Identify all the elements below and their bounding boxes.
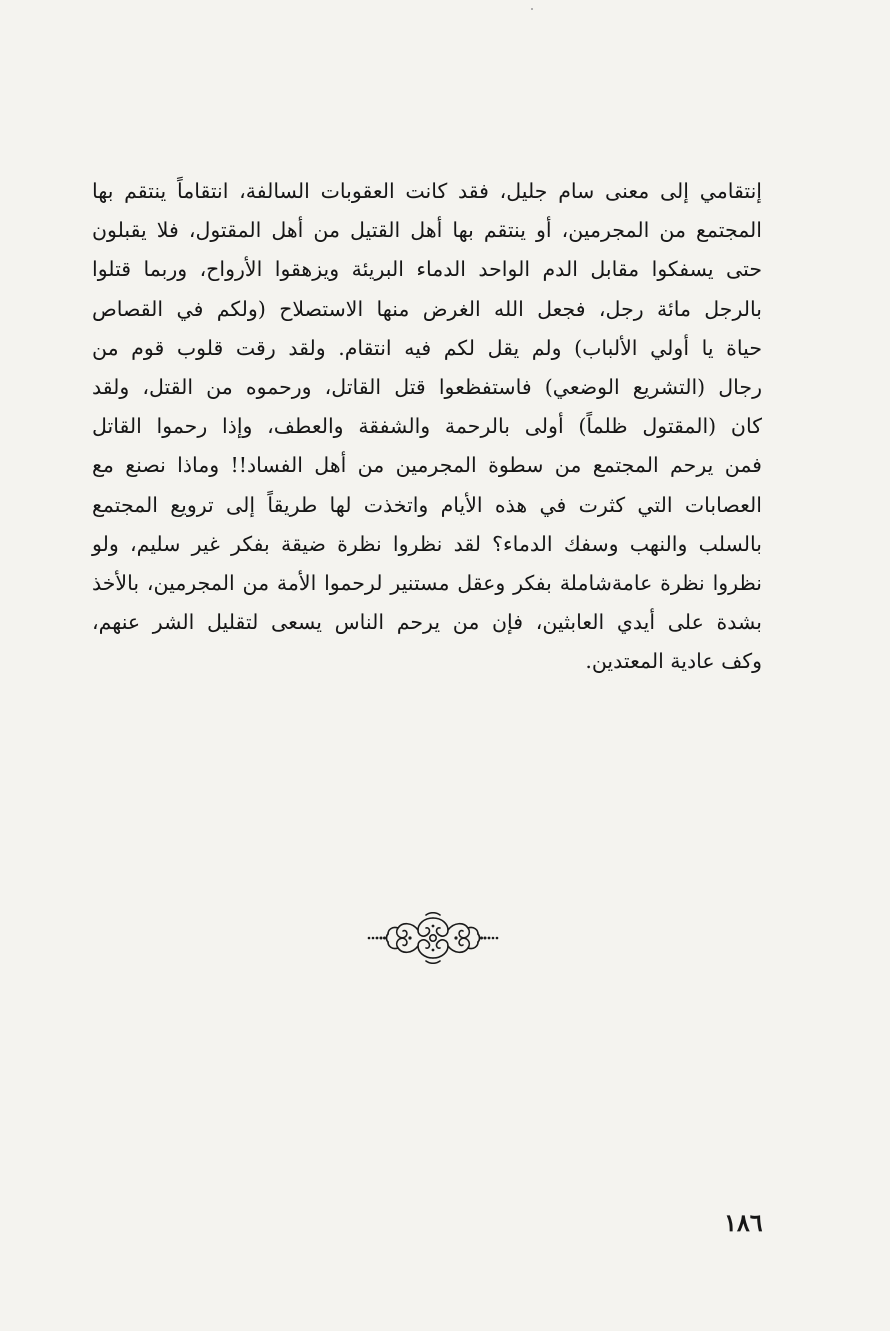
text-line: نظروا نظرة عامةشاملة بفكر وعقل مستنير لرحموا الأمة من المجرمين، بالأخذ bbox=[92, 570, 762, 595]
body-text bbox=[92, 172, 762, 681]
text-line: حتى يسفكوا مقابل الدم الواحد الدماء البريئة ويزهقوا الأرواح، وربما قتلوا bbox=[92, 257, 762, 282]
text-line: بالرجل مائة رجل، فجعل الله الغرض منها الاستصلاح (ولكم في القصاص bbox=[92, 296, 762, 321]
text-line: بشدة على أيدي العابثين، فإن من يرحم الناس يسعى لتقليل الشر عنهم، bbox=[92, 610, 762, 635]
paper-speck bbox=[531, 8, 533, 10]
text-line: وكف عادية المعتدين. bbox=[585, 649, 762, 674]
text-line: حياة يا أولي الألباب) ولم يقل لكم فيه انتقام. ولقد رقت قلوب قوم من bbox=[92, 335, 762, 360]
text-line: كان (المقتول ظلماً) أولى بالرحمة والشفقة والعطف، وإذا رحموا القاتل bbox=[92, 414, 762, 439]
text-line: فمن يرحم المجتمع من سطوة المجرمين من أهل الفساد!! وماذا نصنع مع bbox=[92, 453, 762, 478]
text-line: بالسلب والنهب وسفك الدماء؟ لقد نظروا نظرة ضيقة بفكر غير سليم، ولو bbox=[92, 531, 762, 556]
text-line: رجال (التشريع الوضعي) فاستفظعوا قتل القاتل، ورحموه من القتل، ولقد bbox=[92, 374, 762, 399]
text-line: إنتقامي إلى معنى سام جليل، فقد كانت العقوبات السالفة، انتقاماً ينتقم بها bbox=[92, 179, 762, 203]
text-line: المجتمع من المجرمين، أو ينتقم بها أهل القتيل من أهل المقتول، فلا يقبلون bbox=[92, 218, 762, 243]
text-line: العصابات التي كثرت في هذه الأيام واتخذت لها طريقاً إلى ترويع المجتمع bbox=[92, 492, 762, 517]
page-number: ١٨٦ bbox=[724, 1208, 763, 1237]
arabesque-divider-icon bbox=[366, 912, 500, 964]
